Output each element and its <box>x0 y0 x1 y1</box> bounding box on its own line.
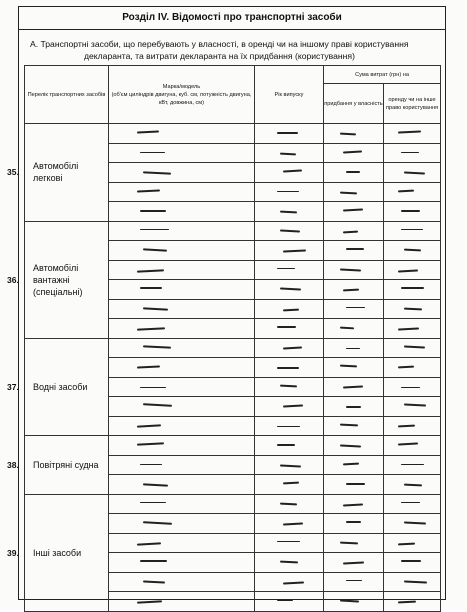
redaction-mark <box>343 561 364 564</box>
own-cost-cell <box>324 143 384 163</box>
model-cell <box>109 455 255 475</box>
redaction-mark <box>283 581 304 584</box>
rent-cost-cell <box>384 358 441 378</box>
vehicles-table-body <box>7 124 441 612</box>
redaction-mark <box>401 464 424 466</box>
redaction-mark <box>340 365 357 367</box>
redaction-mark <box>340 327 354 329</box>
redaction-mark <box>277 268 295 270</box>
rent-cost-cell <box>384 455 441 475</box>
redaction-mark <box>277 367 299 369</box>
redaction-mark <box>398 424 415 426</box>
table-row <box>25 436 441 456</box>
redaction-mark <box>137 542 161 545</box>
model-cell <box>109 572 255 592</box>
redaction-mark <box>401 210 420 212</box>
rent-cost-cell <box>384 241 441 261</box>
own-cost-cell <box>324 163 384 183</box>
redaction-mark <box>404 307 422 310</box>
redaction-mark <box>140 387 166 389</box>
own-cost-cell <box>324 494 384 514</box>
table-row <box>25 221 441 241</box>
redaction-mark <box>404 580 427 583</box>
redaction-mark <box>280 229 300 232</box>
model-cell <box>109 397 255 417</box>
redaction-mark <box>137 269 164 272</box>
model-cell <box>109 533 255 553</box>
own-cost-cell <box>324 319 384 339</box>
intro-line-1: А. Транспортні засоби, що перебувають у власності, в оренді чи на іншому праві користування <box>30 39 409 49</box>
year-cell <box>255 241 324 261</box>
redaction-mark <box>143 580 165 583</box>
redaction-mark <box>343 385 363 388</box>
redaction-mark <box>280 152 296 154</box>
redaction-mark <box>143 521 172 524</box>
redaction-mark <box>140 152 165 154</box>
header-rent-cell <box>384 84 441 124</box>
model-cell <box>109 221 255 241</box>
redaction-mark <box>143 345 171 348</box>
table-row <box>25 124 441 144</box>
section-label-line: Автомобілі <box>33 262 79 273</box>
redaction-mark <box>137 424 161 427</box>
rent-cost-cell <box>384 221 441 241</box>
redaction-mark <box>340 541 358 544</box>
redaction-mark <box>404 249 421 251</box>
redaction-mark <box>143 483 168 486</box>
redaction-mark <box>343 462 359 464</box>
redaction-mark <box>137 327 165 330</box>
model-cell <box>109 377 255 397</box>
model-cell <box>109 416 255 436</box>
redaction-mark <box>346 521 361 523</box>
rent-cost-cell <box>384 514 441 534</box>
redaction-mark <box>398 542 415 544</box>
redaction-mark <box>137 442 164 445</box>
redaction-mark <box>280 502 297 504</box>
model-cell <box>109 494 255 514</box>
rent-cost-cell <box>384 143 441 163</box>
redaction-mark <box>277 426 300 428</box>
own-cost-cell <box>324 475 384 495</box>
year-cell <box>255 202 324 222</box>
own-cost-cell <box>324 241 384 261</box>
redaction-mark <box>398 601 416 604</box>
year-cell <box>255 592 324 612</box>
redaction-mark <box>404 171 425 174</box>
year-cell <box>255 572 324 592</box>
redaction-mark <box>140 229 169 231</box>
redaction-mark <box>137 600 162 603</box>
header-type: Перелік транспортних засобів <box>27 91 106 98</box>
redaction-mark <box>283 170 302 173</box>
section-label-cell <box>7 124 109 222</box>
section-label <box>25 459 108 471</box>
redaction-mark <box>401 560 421 562</box>
own-cost-cell <box>324 202 384 222</box>
section-number: 39. <box>7 547 19 558</box>
redaction-mark <box>343 230 358 232</box>
redaction-mark <box>340 268 361 271</box>
redaction-mark <box>143 171 171 174</box>
own-cost-cell <box>324 397 384 417</box>
redaction-mark <box>340 444 361 447</box>
redaction-mark <box>277 599 293 601</box>
redaction-mark <box>343 208 363 211</box>
vehicles-table <box>7 65 441 612</box>
section-label-line: Водні засоби <box>33 381 88 392</box>
rent-cost-cell <box>384 475 441 495</box>
redaction-mark <box>143 248 167 251</box>
header-own: придбання у власність <box>324 100 383 107</box>
model-cell <box>109 592 255 612</box>
own-cost-cell <box>324 592 384 612</box>
section-label-line: (спеціальні) <box>33 286 83 297</box>
model-cell <box>109 436 255 456</box>
year-cell <box>255 299 324 319</box>
redaction-mark <box>283 308 299 310</box>
rent-cost-cell <box>384 553 441 573</box>
redaction-mark <box>401 502 420 504</box>
redaction-mark <box>283 482 299 484</box>
own-cost-cell <box>324 221 384 241</box>
redaction-mark <box>137 130 159 133</box>
redaction-mark <box>346 483 365 485</box>
redaction-mark <box>280 464 301 467</box>
year-cell <box>255 358 324 378</box>
section-number: 35. <box>7 167 19 178</box>
header-model-subtitle: (об'єм циліндрів двигуна, куб. см, потужність двигуна, кВт, довжина, см) <box>111 91 252 106</box>
redaction-mark <box>398 130 421 133</box>
redaction-mark <box>401 387 420 389</box>
rent-cost-cell <box>384 163 441 183</box>
own-cost-cell <box>324 572 384 592</box>
redaction-mark <box>346 348 360 350</box>
model-cell <box>109 143 255 163</box>
rent-cost-cell <box>384 202 441 222</box>
redaction-mark <box>404 403 426 406</box>
redaction-mark <box>404 345 425 348</box>
redaction-mark <box>346 248 364 250</box>
rent-cost-cell <box>384 397 441 417</box>
own-cost-cell <box>324 124 384 144</box>
section-label-cell <box>7 494 109 611</box>
section-label-cell <box>7 436 109 495</box>
rent-cost-cell <box>384 436 441 456</box>
redaction-mark <box>398 442 418 445</box>
redaction-mark <box>340 191 357 193</box>
redaction-mark <box>340 423 358 426</box>
year-cell <box>255 338 324 358</box>
year-cell <box>255 280 324 300</box>
year-cell <box>255 533 324 553</box>
section-label <box>25 160 108 184</box>
year-cell <box>255 260 324 280</box>
intro-line-2: декларанта, та витрати декларанта на їх придбання (користування) <box>84 51 355 61</box>
model-cell <box>109 553 255 573</box>
model-cell <box>109 514 255 534</box>
header-expenses-cell <box>324 66 441 84</box>
section-label <box>25 262 108 298</box>
year-cell <box>255 436 324 456</box>
year-cell <box>255 143 324 163</box>
redaction-mark <box>283 404 303 407</box>
redaction-mark <box>340 600 359 603</box>
section-number: 38. <box>7 459 19 470</box>
redaction-mark <box>404 521 426 524</box>
redaction-mark <box>280 287 301 290</box>
section-label-line: Автомобілі <box>33 161 79 172</box>
own-cost-cell <box>324 299 384 319</box>
model-cell <box>109 338 255 358</box>
year-cell <box>255 124 324 144</box>
rent-cost-cell <box>384 260 441 280</box>
model-cell <box>109 358 255 378</box>
model-cell <box>109 182 255 202</box>
redaction-mark <box>140 287 162 289</box>
year-cell <box>255 514 324 534</box>
year-cell <box>255 553 324 573</box>
redaction-mark <box>280 384 297 386</box>
section-label-line: Інші засоби <box>33 547 82 558</box>
redaction-mark <box>280 561 298 564</box>
section-label-line: Повітряні судна <box>33 459 99 470</box>
model-cell <box>109 475 255 495</box>
rent-cost-cell <box>384 182 441 202</box>
section-number: 37. <box>7 381 19 392</box>
own-cost-cell <box>324 533 384 553</box>
header-model-title: Марка/модель <box>162 83 201 90</box>
redaction-mark <box>346 171 360 173</box>
table-row <box>25 338 441 358</box>
own-cost-cell <box>324 377 384 397</box>
header-own-cell <box>324 84 384 124</box>
year-cell <box>255 475 324 495</box>
redaction-mark <box>340 133 356 135</box>
model-cell <box>109 280 255 300</box>
redaction-mark <box>398 189 414 191</box>
year-cell <box>255 163 324 183</box>
header-rent: оренду чи на інше право користування <box>385 96 439 111</box>
year-cell <box>255 182 324 202</box>
section-label-cell <box>7 221 109 338</box>
section-number: 36. <box>7 274 19 285</box>
rent-cost-cell <box>384 416 441 436</box>
redaction-mark <box>346 406 361 408</box>
year-cell <box>255 377 324 397</box>
section-label-cell <box>7 338 109 436</box>
rent-cost-cell <box>384 494 441 514</box>
redaction-mark <box>140 210 166 212</box>
year-cell <box>255 319 324 339</box>
redaction-mark <box>404 484 422 487</box>
year-cell <box>255 455 324 475</box>
section-label <box>25 547 108 559</box>
section-title: Розділ IV. Відомості про транспортні засоби <box>18 6 446 30</box>
rent-cost-cell <box>384 592 441 612</box>
model-cell <box>109 319 255 339</box>
rent-cost-cell <box>384 280 441 300</box>
redaction-mark <box>143 307 168 310</box>
redaction-mark <box>140 464 162 466</box>
own-cost-cell <box>324 260 384 280</box>
section-label <box>25 381 108 393</box>
redaction-mark <box>343 150 362 153</box>
model-cell <box>109 260 255 280</box>
rent-cost-cell <box>384 319 441 339</box>
model-cell <box>109 241 255 261</box>
own-cost-cell <box>324 358 384 378</box>
rent-cost-cell <box>384 533 441 553</box>
redaction-mark <box>401 152 419 154</box>
redaction-mark <box>280 211 297 213</box>
header-type-cell <box>25 66 109 124</box>
year-cell <box>255 397 324 417</box>
rent-cost-cell <box>384 572 441 592</box>
model-cell <box>109 299 255 319</box>
redaction-mark <box>277 191 299 193</box>
redaction-mark <box>143 403 172 406</box>
header-year-cell <box>255 66 324 124</box>
own-cost-cell <box>324 514 384 534</box>
redaction-mark <box>398 269 418 272</box>
redaction-mark <box>277 444 295 446</box>
redaction-mark <box>137 189 160 192</box>
section-intro <box>30 38 442 62</box>
own-cost-cell <box>324 553 384 573</box>
model-cell <box>109 124 255 144</box>
redaction-mark <box>283 249 306 252</box>
year-cell <box>255 494 324 514</box>
own-cost-cell <box>324 338 384 358</box>
section-label-line: вантажні <box>33 274 70 285</box>
redaction-mark <box>283 522 303 525</box>
redaction-mark <box>283 346 302 349</box>
redaction-mark <box>343 289 359 291</box>
redaction-mark <box>277 132 298 134</box>
year-cell <box>255 416 324 436</box>
rent-cost-cell <box>384 377 441 397</box>
model-cell <box>109 163 255 183</box>
own-cost-cell <box>324 436 384 456</box>
redaction-mark <box>277 326 296 328</box>
own-cost-cell <box>324 182 384 202</box>
rent-cost-cell <box>384 338 441 358</box>
own-cost-cell <box>324 280 384 300</box>
redaction-mark <box>140 502 166 504</box>
own-cost-cell <box>324 416 384 436</box>
section-label-line: легкові <box>33 173 63 184</box>
table-row <box>25 494 441 514</box>
header-year: Рік випуску <box>274 91 304 98</box>
redaction-mark <box>277 541 300 543</box>
redaction-mark <box>137 365 160 368</box>
header-expenses: Сума витрат (грн) на <box>355 71 409 78</box>
rent-cost-cell <box>384 124 441 144</box>
redaction-mark <box>401 287 424 289</box>
redaction-mark <box>343 503 363 506</box>
model-cell <box>109 202 255 222</box>
year-cell <box>255 221 324 241</box>
redaction-mark <box>401 229 423 231</box>
header-model-cell <box>109 66 255 124</box>
redaction-mark <box>398 366 414 368</box>
redaction-mark <box>346 307 365 309</box>
own-cost-cell <box>324 455 384 475</box>
rent-cost-cell <box>384 299 441 319</box>
redaction-mark <box>140 560 167 562</box>
redaction-mark <box>346 580 362 582</box>
redaction-mark <box>398 327 419 330</box>
